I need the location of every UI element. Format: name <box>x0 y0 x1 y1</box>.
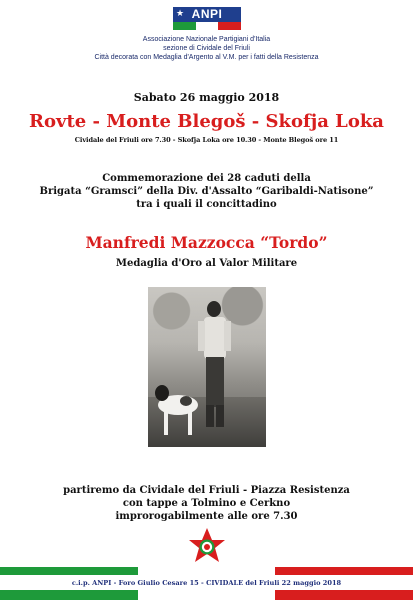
footer-text: c.i.p. ANPI - Foro Giulio Cesare 15 - CIVIDALE del Friuli 22 maggio 2018 <box>71 579 342 587</box>
tricolor-band-bottom <box>0 590 413 600</box>
tricolor-band-top <box>0 567 413 575</box>
logo-text: ANPI <box>173 7 241 22</box>
event-route: Rovte - Monte Blegoš - Skofja Loka <box>29 111 384 132</box>
departure-line2: con tappe a Tolmino e Cerkno <box>122 498 291 509</box>
event-date: Sabato 26 maggio 2018 <box>133 91 280 104</box>
logo-tricolor <box>173 21 241 30</box>
association-name: Associazione Nazionale Partigiani d'Italia <box>142 36 271 43</box>
honoree-medal: Medaglia d'Oro al Valor Militare <box>115 258 298 269</box>
honoree-photo <box>148 287 266 447</box>
association-section: sezione di Cividale del Friuli <box>163 45 250 52</box>
departure-line1: partiremo da Cividale del Friuli - Piazza Resistenza <box>63 485 350 496</box>
departure-line3: improrogabilmente alle ore 7.30 <box>115 511 298 522</box>
commemoration-line2: Brigata “Gramsci” della Div. d'Assalto “Garibaldi-Natisone” <box>39 186 374 197</box>
association-decoration: Città decorata con Medaglia d'Argento al V.M. per i fatti della Resistenza <box>94 54 319 61</box>
star-emblem-icon <box>188 528 226 564</box>
star-icon: ★ <box>176 9 185 19</box>
photo-figures <box>148 287 266 447</box>
event-schedule: Cividale del Friuli ore 7.30 - Skofja Loka ore 10.30 - Monte Blegoš ore 11 <box>74 136 339 144</box>
commemoration-line3: tra i quali il concittadino <box>136 199 277 210</box>
honoree-name: Manfredi Mazzocca “Tordo” <box>85 233 328 252</box>
anpi-logo <box>173 4 241 34</box>
commemoration-line1: Commemorazione dei 28 caduti della <box>102 173 311 184</box>
